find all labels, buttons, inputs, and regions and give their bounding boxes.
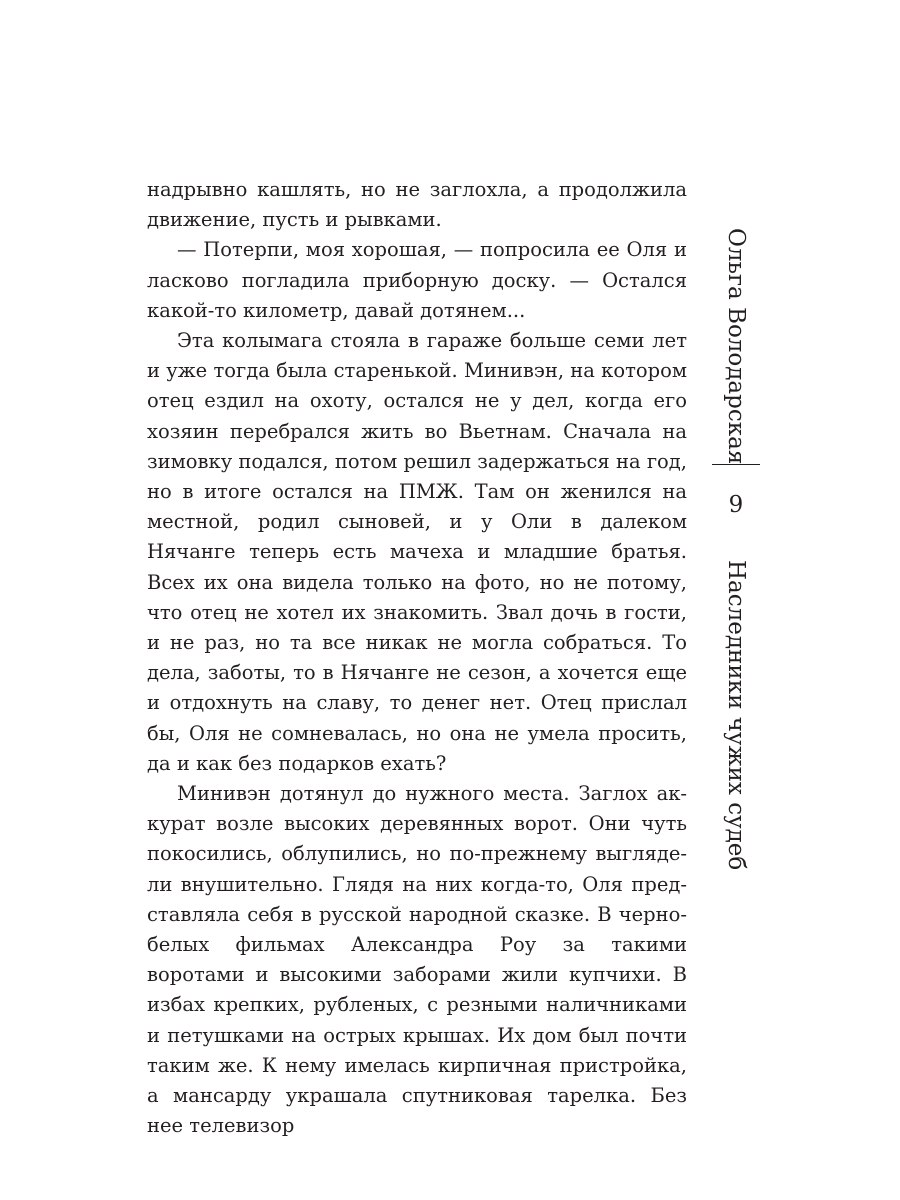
page-number: 9 (728, 492, 744, 518)
paragraph-continued: надрывно кашлять, но не заглохла, а продолжила движение, пусть и рывками. (147, 178, 687, 232)
paragraph: Эта колымага стояла в гараже больше семи лет и уже тогда была старенькой. Минивэн, на котором отец ездил на охоту, остался не у дел, когда его хозяин перебрался жить во Вьетнам. Сначала на зимовку подался, потом решил задержаться на год, но в итоге остался на ПМЖ. Там он женился на местной, родил сыновей, и у Оли в далеком Нячанге теперь есть мачеха и младшие братья. Всех их она видела только на фото, но не потому, что отец не хотел их знакомить. Звал дочь в гости, и не раз, но та все никак не могла собраться. То дела, заботы, то в Нячанге не сезон, а хочется еще и отдохнуть на славу, то денег нет. Отец прислал бы, Оля не сомневалась, но она не умела просить, да и как без подарков ехать? (147, 329, 687, 775)
running-head-rail (712, 228, 760, 871)
paragraph: Минивэн дотянул до нужного места. Заглох аккурат возле высоких деревянных ворот. Они чуть покосились, облупились, но по-прежнему выглядели внушительно. Глядя на них когда-то, Оля представляла себя в русской народной сказке. В чернобелых фильмах Александра Роу за такими воротами и высокими заборами жили купчихи. В избах крепких, рубленых, с резными наличниками и петушками на острых крышах. Их дом был почти таким же. К нему имелась кирпичная пристройка, а мансарду украшала спутниковая тарелка. Без нее телевизор (147, 782, 687, 1138)
running-head-divider (712, 464, 760, 465)
running-head-book-title: Наследники чужих судеб (723, 560, 749, 871)
paragraph-dialogue: — Потерпи, моя хорошая, — попросила ее Оля и ласково погладила приборную доску. — Остался какой-то километр, давай дотянем... (147, 238, 687, 322)
page-body-text (147, 175, 687, 1142)
running-head-author: Ольга Володарская (723, 228, 749, 465)
